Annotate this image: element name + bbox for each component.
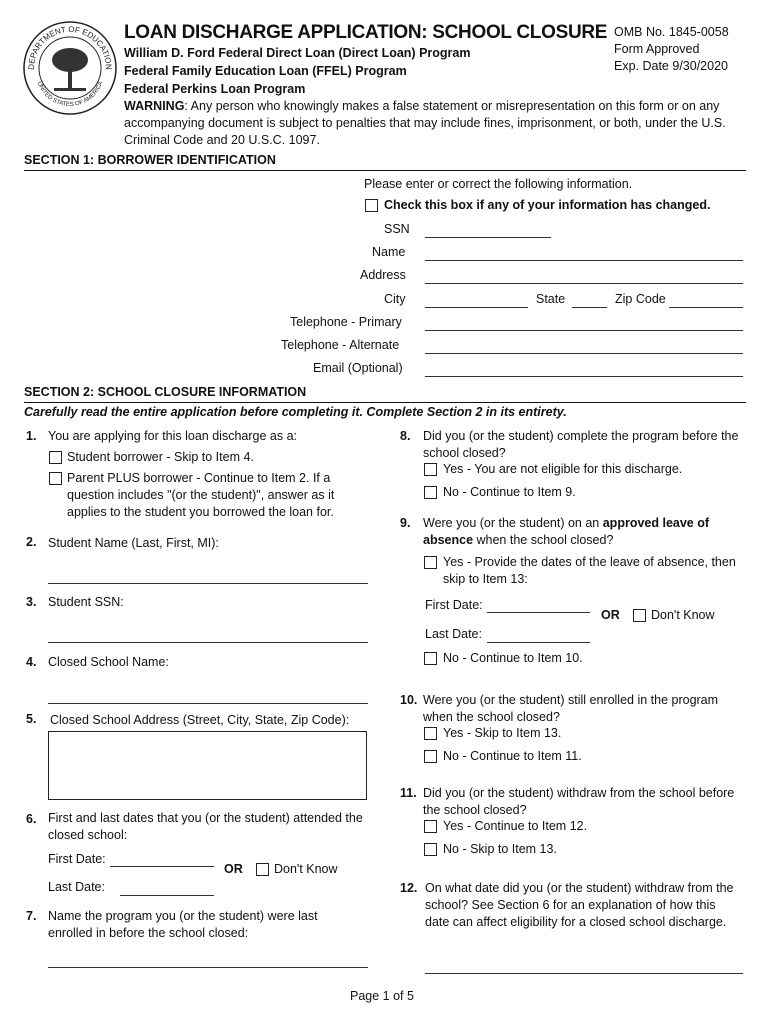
program-name-field[interactable] — [48, 967, 368, 968]
item10-yes-label: Yes - Skip to Item 13. — [443, 726, 562, 740]
program-perkins: Federal Perkins Loan Program — [124, 82, 306, 96]
item9-last-date-label: Last Date: — [425, 627, 482, 641]
item10-no-checkbox[interactable] — [424, 750, 437, 763]
warning-label: WARNING — [124, 99, 185, 113]
ssn-field[interactable] — [425, 237, 551, 238]
item9-question-bold: approved leave of absence — [423, 516, 710, 547]
closed-school-name-field[interactable] — [48, 703, 368, 704]
student-name-field[interactable] — [48, 583, 368, 584]
item6-last-date-label: Last Date: — [48, 880, 105, 894]
item5-number: 5. — [26, 712, 37, 726]
form-title: LOAN DISCHARGE APPLICATION: SCHOOL CLOSURE — [124, 22, 608, 43]
section2-heading: SECTION 2: SCHOOL CLOSURE INFORMATION — [24, 385, 307, 399]
department-of-education-seal — [22, 20, 118, 116]
item4-number: 4. — [26, 655, 37, 669]
item6-first-date-field[interactable] — [110, 866, 214, 867]
item8-number: 8. — [400, 429, 411, 443]
name-field[interactable] — [425, 260, 743, 261]
zip-label: Zip Code — [615, 292, 666, 306]
form-approved: Form Approved — [614, 42, 700, 56]
item6-number: 6. — [26, 812, 37, 826]
program-ffel: Federal Family Education Loan (FFEL) Program — [124, 64, 407, 78]
tel-alternate-field[interactable] — [425, 353, 743, 354]
item8-no-checkbox[interactable] — [424, 486, 437, 499]
item6-dont-know-checkbox[interactable] — [256, 863, 269, 876]
item6-first-date-label: First Date: — [48, 852, 106, 866]
svg-text:DEPARTMENT OF EDUCATION: DEPARTMENT OF EDUCATION — [26, 24, 114, 70]
page-number: Page 1 of 5 — [350, 989, 414, 1003]
address-label: Address — [360, 268, 406, 282]
section1-rule — [24, 170, 746, 171]
item10-number: 10. — [400, 693, 418, 707]
item9-no-label: No - Continue to Item 10. — [443, 651, 583, 665]
item4-question: Closed School Name: — [48, 655, 169, 669]
item11-question: Did you (or the student) withdraw from the school before the school closed? — [423, 786, 735, 817]
item11-number: 11. — [400, 786, 417, 800]
item11-yes-label: Yes - Continue to Item 12. — [443, 819, 588, 833]
item8-no-label: No - Continue to Item 9. — [443, 485, 576, 499]
email-field[interactable] — [425, 376, 743, 377]
state-label: State — [536, 292, 566, 306]
tel-primary-field[interactable] — [425, 330, 743, 331]
item10-question: Were you (or the student) still enrolled in the program when the school closed? — [423, 693, 719, 724]
item9-dont-know-label: Don't Know — [651, 608, 715, 622]
item8-yes-checkbox[interactable] — [424, 463, 437, 476]
city-label: City — [384, 292, 406, 306]
item9-question — [423, 515, 743, 549]
item10-yes-checkbox[interactable] — [424, 727, 437, 740]
item9-first-date-label: First Date: — [425, 598, 483, 612]
omb-number: OMB No. 1845-0058 — [614, 25, 729, 39]
item8-yes-label: Yes - You are not eligible for this discharge. — [443, 462, 683, 476]
item11-yes-checkbox[interactable] — [424, 820, 437, 833]
tel-primary-label: Telephone - Primary — [290, 315, 402, 329]
svg-text:UNITED STATES OF AMERICA: UNITED STATES OF AMERICA — [35, 81, 105, 109]
item12-number: 12. — [400, 881, 418, 895]
city-field[interactable] — [425, 307, 528, 308]
item9-no-checkbox[interactable] — [424, 652, 437, 665]
item1-number: 1. — [26, 429, 37, 443]
item5-question: Closed School Address (Street, City, State, Zip Code): — [50, 713, 350, 727]
item6-last-date-field[interactable] — [120, 895, 214, 896]
item7-question: Name the program you (or the student) were last enrolled in before the school closed: — [48, 909, 318, 940]
info-changed-checkbox[interactable] — [365, 199, 378, 212]
section1-instruction: Please enter or correct the following information. — [364, 177, 633, 191]
program-direct-loan: William D. Ford Federal Direct Loan (Direct Loan) Program — [124, 46, 471, 60]
item11-no-label: No - Skip to Item 13. — [443, 842, 557, 856]
item10-no-label: No - Continue to Item 11. — [443, 749, 582, 763]
item1-question: You are applying for this loan discharge as a: — [48, 429, 298, 443]
state-field[interactable] — [572, 307, 607, 308]
tel-alternate-label: Telephone - Alternate — [281, 338, 400, 352]
zip-field[interactable] — [669, 307, 743, 308]
closed-school-address-box[interactable] — [48, 731, 367, 800]
item9-yes-checkbox[interactable] — [424, 556, 437, 569]
item6-dont-know-label: Don't Know — [274, 862, 338, 876]
section2-subheading: Carefully read the entire application before completing it. Complete Section 2 in its entirety. — [24, 405, 567, 419]
item8-question: Did you (or the student) complete the program before the school closed? — [423, 429, 739, 460]
item6-question: First and last dates that you (or the student) attended the closed school: — [48, 811, 363, 842]
parent-plus-checkbox[interactable] — [49, 472, 62, 485]
section1-heading: SECTION 1: BORROWER IDENTIFICATION — [24, 153, 276, 167]
student-borrower-checkbox[interactable] — [49, 451, 62, 464]
expiration-date: Exp. Date 9/30/2020 — [614, 59, 728, 73]
student-borrower-label: Student borrower - Skip to Item 4. — [67, 450, 254, 464]
warning-text: : Any person who knowingly makes a false statement or misrepresentation on this form or on any accompanying document is subject to penalties that may include fines, imprisonment, or both, under the U.S. Criminal Code and 20 U.S.C. 1097. — [124, 99, 726, 147]
warning-paragraph — [124, 98, 744, 149]
item12-question: On what date did you (or the student) withdraw from the school? See Section 6 for an explanation of how this date can affect eligibility for a closed school discharge. — [425, 881, 734, 929]
item9-number: 9. — [400, 516, 411, 530]
item2-question: Student Name (Last, First, MI): — [48, 536, 219, 550]
item7-number: 7. — [26, 909, 37, 923]
item6-or: OR — [224, 862, 243, 876]
item2-number: 2. — [26, 535, 37, 549]
item9-last-date-field[interactable] — [487, 642, 590, 643]
name-label: Name — [372, 245, 406, 259]
student-ssn-field[interactable] — [48, 642, 368, 643]
item9-first-date-field[interactable] — [487, 612, 590, 613]
parent-plus-label: Parent PLUS borrower - Continue to Item 2. If a question includes "(or the student)", answer as it applies to the student you borrowed the loan for. — [67, 471, 335, 519]
item9-yes-label: Yes - Provide the dates of the leave of absence, then skip to Item 13: — [443, 555, 736, 586]
item9-or: OR — [601, 608, 620, 622]
section2-rule — [24, 402, 746, 403]
item9-dont-know-checkbox[interactable] — [633, 609, 646, 622]
item3-number: 3. — [26, 595, 37, 609]
info-changed-label: Check this box if any of your information has changed. — [384, 198, 711, 212]
email-label: Email (Optional) — [313, 361, 403, 375]
item9-question-post: when the school closed? — [473, 533, 614, 547]
ssn-label: SSN — [384, 222, 410, 236]
withdraw-date-field[interactable] — [425, 973, 743, 974]
item9-question-pre: Were you (or the student) on an — [423, 516, 603, 530]
item3-question: Student SSN: — [48, 595, 124, 609]
address-field[interactable] — [425, 283, 743, 284]
item11-no-checkbox[interactable] — [424, 843, 437, 856]
